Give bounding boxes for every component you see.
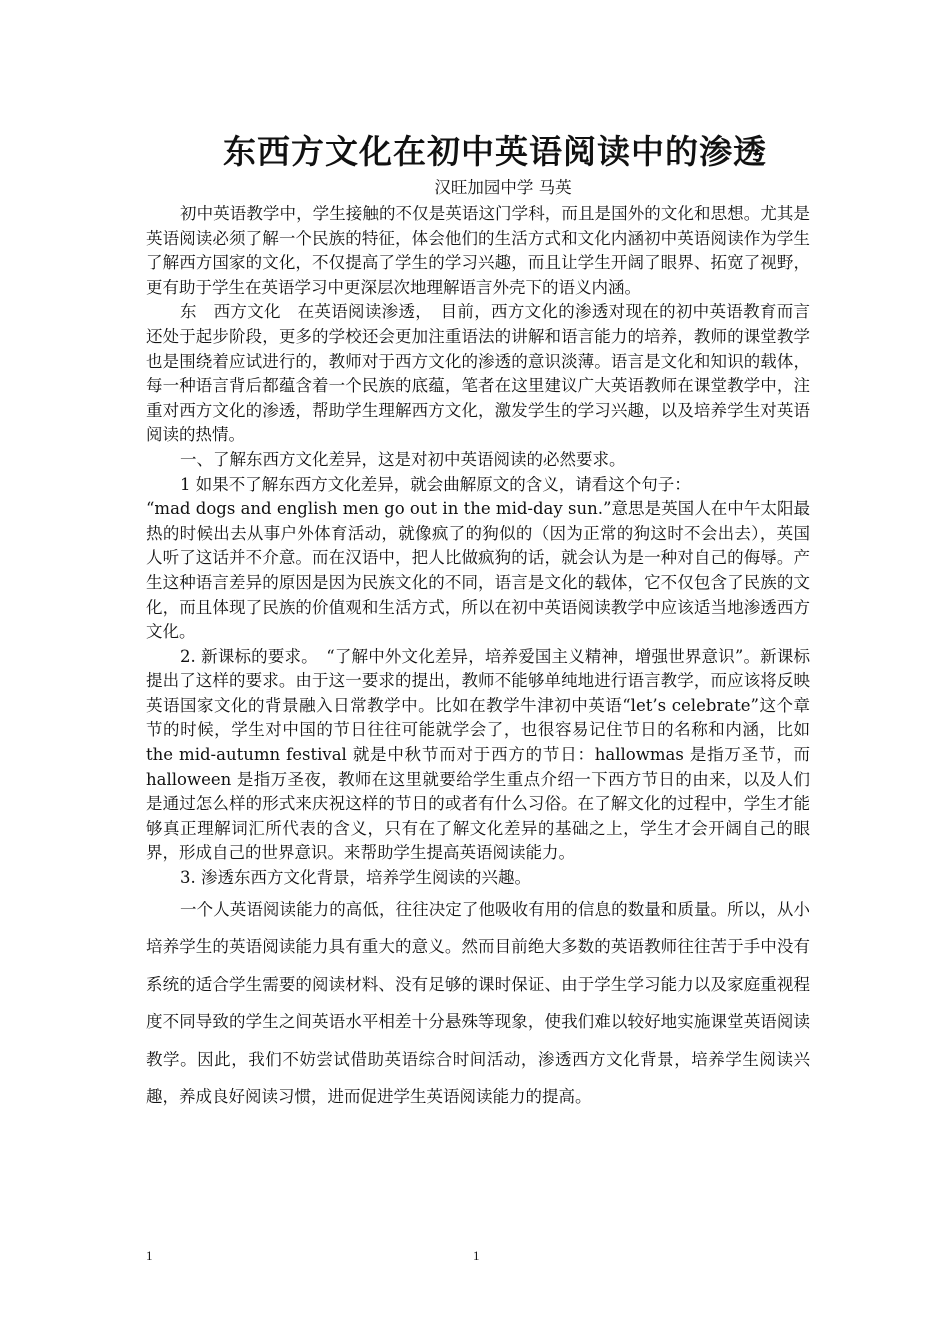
paragraph-point-3-heading: 3. 渗透东西方文化背景，培养学生阅读的兴趣。: [180, 868, 531, 888]
paragraph-example: “mad dogs and english men go out in the mid-day sun.”意思是英国人在中午太阳最热的时候出去从事户外体育活动，就像疯了的狗似的（因为正常的狗这时不会出去），英国人听了这话并不介意。而在汉语中，把人比做疯狗的话，就会认为是一种对自己的侮辱。产生这种语言差异的原因是因为民族文化的不同，语言是文化的载体，它不仅包含了民族的文化，而且体现了民族的价值观和生活方式，所以在初中英语阅读教学中应该适当地渗透西方文化。: [146, 499, 810, 642]
paragraph-current-state: 东 西方文化 在英语阅读渗透， 目前，西方文化的渗透对现在的初中英语教育而言还处于起步阶段，更多的学校还会更加注重语法的讲解和语言能力的培养，教师的课堂教学也是围绕着应试进行的，教师对于西方文化的渗透的意识淡薄。语言是文化和知识的载体，每一种语言背后都蕴含着一个民族的底蕴，笔者在这里建议广大英语教师在课堂教学中，注重对西方文化的渗透，帮助学生理解西方文化，激发学生的学习兴趣，以及培养学生对英语阅读的热情。: [146, 302, 810, 445]
document-title: 东西方文化在初中英语阅读中的渗透: [223, 132, 767, 171]
paragraph-reading-ability: 一个人英语阅读能力的高低，往往决定了他吸收有用的信息的数量和质量。所以，从小培养学生的英语阅读能力具有重大的意义。然而目前绝大多数的英语教师往往苦于手中没有系统的适合学生需要的阅读材料、没有足够的课时保证、由于学生学习能力以及家庭重视程度不同导致的学生之间英语水平相差十分悬殊等现象，使我们难以较好地实施课堂英语阅读教学。因此，我们不妨尝试借助英语综合时间活动，渗透西方文化背景，培养学生阅读兴趣，养成良好阅读习惯，进而促进学生英语阅读能力的提高。: [146, 899, 810, 1107]
document-author: 汉旺加园中学 马英: [434, 178, 572, 197]
paragraph-point-1: 1 如果不了解东西方文化差异，就会曲解原文的含义，请看这个句子：: [180, 474, 691, 494]
page-number-left: 1: [146, 1248, 153, 1263]
page-number-center: 1: [473, 1248, 480, 1263]
paragraph-point-2: 2. 新课标的要求。 “了解中外文化差异，培养爱国主义精神，增强世界意识”。新课标提出了这样的要求。由于这一要求的提出，教师不能够单纯地进行语言教学，而应该将反映英语国家文化的背景融入日常教学中。比如在教学牛津初中英语“let’s celebrate”这个章节的时候，学生对中国的节日往往可能就学会了，也很容易记住节日的名称和内涵，比如 the mid-autumn festival 就是中秋节而对于西方的节日：hallowmas 是指万圣节，而 halloween 是指万圣夜，教师在这里就要给学生重点介绍一下西方节日的由来，以及人们是通过怎么样的形式来庆祝这样的节日的或者有什么习俗。在了解文化的过程中，学生才能够真正理解词汇所代表的含义，只有在了解文化差异的基础之上，学生才会开阔自己的眼界，形成自己的世界意识。来帮助学生提高英语阅读能力。: [146, 646, 810, 863]
section-heading-1: 一、了解东西方文化差异，这是对初中英语阅读的必然要求。: [180, 449, 626, 469]
document-page: [146, 128, 810, 1116]
paragraph-intro: 初中英语教学中，学生接触的不仅是英语这门学科，而且是国外的文化和思想。尤其是英语阅读必须了解一个民族的特征，体会他们的生活方式和文化内涵初中英语阅读作为学生了解西方国家的文化，不仅提高了学生的学习兴趣，而且让学生开阔了眼界、拓宽了视野，更有助于学生在英语学习中更深层次地理解语言外壳下的语义内涵。: [146, 204, 810, 297]
